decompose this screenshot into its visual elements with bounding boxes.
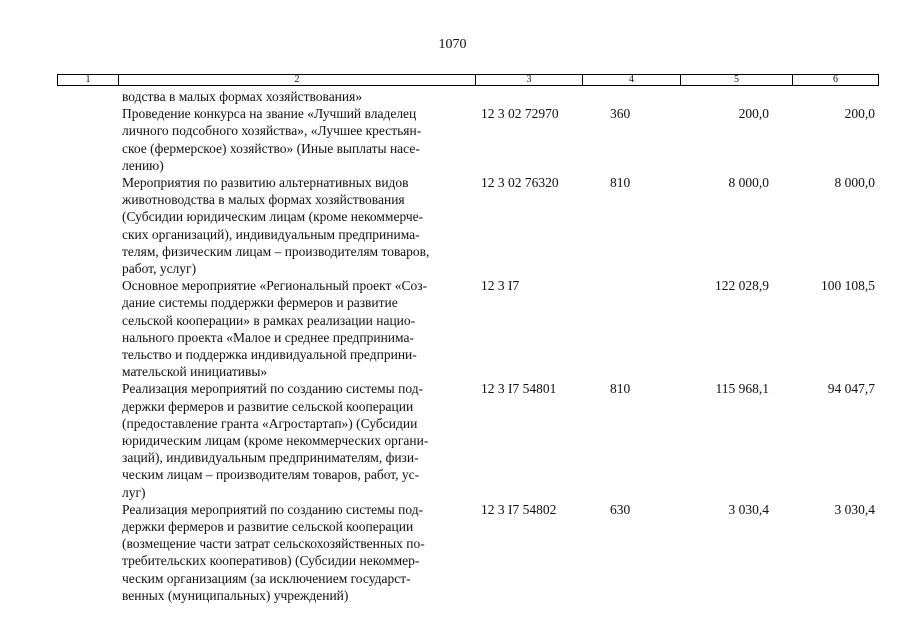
description-line: требительских кооперативов) (Субсидии некоммер- [122, 553, 420, 569]
row-amount-col6: 100 108,5 [821, 278, 875, 294]
row-amount-col5: 200,0 [738, 106, 769, 122]
row-amount-col6: 8 000,0 [834, 174, 875, 190]
description-line: телям, физическим лицам – производителям товаров, [122, 243, 430, 259]
description-line: сельской кооперации» в рамках реализации нацио- [122, 312, 416, 328]
row-code: 12 3 I7 54801 [481, 381, 557, 397]
row-amount-col5: 115 968,1 [715, 381, 769, 397]
column-header-2: 2 [119, 75, 476, 85]
description-line: венных (муниципальных) учреждений) [122, 587, 349, 603]
table-row [0, 88, 905, 105]
row-expense-type: 810 [610, 174, 631, 190]
row-description [122, 174, 472, 277]
table-row [0, 174, 905, 277]
description-line: ское (фермерское) хозяйство» (Иные выплаты насе- [122, 140, 420, 156]
description-line: (Субсидии юридическим лицам (кроме некоммерче- [122, 209, 424, 225]
description-line: держки фермеров и развитие сельской кооперации [122, 398, 414, 414]
description-line: Реализация мероприятий по созданию системы под- [122, 501, 424, 517]
row-expense-type: 360 [610, 106, 631, 122]
description-line: юридическим лицам (кроме некоммерческих органи- [122, 432, 429, 448]
row-amount-col5: 3 030,4 [728, 501, 769, 517]
table-row [0, 501, 905, 604]
description-line: луг) [122, 484, 146, 500]
description-line: водства в малых формах хозяйствования» [122, 89, 363, 104]
table-row [0, 277, 905, 380]
row-amount-col6: 200,0 [844, 106, 875, 122]
row-amount-col5: 8 000,0 [728, 174, 769, 190]
row-code: 12 3 02 76320 [481, 174, 559, 190]
description-line: Проведение конкурса на звание «Лучший владелец [122, 106, 417, 122]
description-line: личного подсобного хозяйства», «Лучшее крестьян- [122, 123, 422, 139]
description-line: ческим лицам – производителям товаров, работ, ус- [122, 467, 420, 483]
description-line: нального проекта «Малое и среднее предпринима- [122, 329, 414, 345]
row-description [122, 105, 472, 174]
column-header-5: 5 [681, 75, 793, 85]
description-line: Основное мероприятие «Региональный проект «Соз- [122, 278, 428, 294]
description-line: держки фермеров и развитие сельской кооперации [122, 518, 414, 534]
row-amount-col5: 122 028,9 [715, 278, 769, 294]
table-column-header [57, 74, 879, 86]
row-code: 12 3 I7 [481, 278, 520, 294]
row-expense-type: 810 [610, 381, 631, 397]
row-code: 12 3 I7 54802 [481, 501, 557, 517]
row-description [122, 380, 472, 500]
description-line: заций), индивидуальным предпринимателям, физи- [122, 450, 419, 466]
table-body [0, 88, 905, 604]
column-header-4: 4 [583, 75, 681, 85]
description-line: работ, услуг) [122, 261, 197, 276]
row-expense-type: 630 [610, 501, 631, 517]
column-header-3: 3 [476, 75, 583, 85]
row-amount-col6: 3 030,4 [834, 501, 875, 517]
description-line: ских организаций), индивидуальным предпринима- [122, 226, 420, 242]
description-line: Реализация мероприятий по созданию системы под- [122, 381, 424, 397]
description-line: мательской инициативы» [122, 364, 268, 380]
table-row [0, 105, 905, 174]
description-line: ческим организациям (за исключением государст- [122, 570, 411, 586]
description-line: (предоставление гранта «Агростартап») (Субсидии [122, 415, 418, 431]
description-line: животноводства в малых формах хозяйствования [122, 192, 405, 208]
row-description [122, 501, 472, 604]
description-line: тельство и поддержка индивидуальной предприни- [122, 346, 417, 362]
row-code: 12 3 02 72970 [481, 106, 559, 122]
page-number: 1070 [438, 37, 467, 52]
description-line: дание системы поддержки фермеров и развитие [122, 295, 398, 311]
row-amount-col6: 94 047,7 [827, 381, 875, 397]
description-line: (возмещение части затрат сельскохозяйственных по- [122, 536, 425, 552]
table-row [0, 380, 905, 500]
row-description [122, 277, 472, 380]
row-description [122, 88, 472, 105]
description-line: лению) [122, 157, 164, 173]
description-line: Мероприятия по развитию альтернативных видов [122, 174, 409, 190]
column-header-6: 6 [833, 74, 838, 85]
column-header-1: 1 [58, 75, 119, 85]
